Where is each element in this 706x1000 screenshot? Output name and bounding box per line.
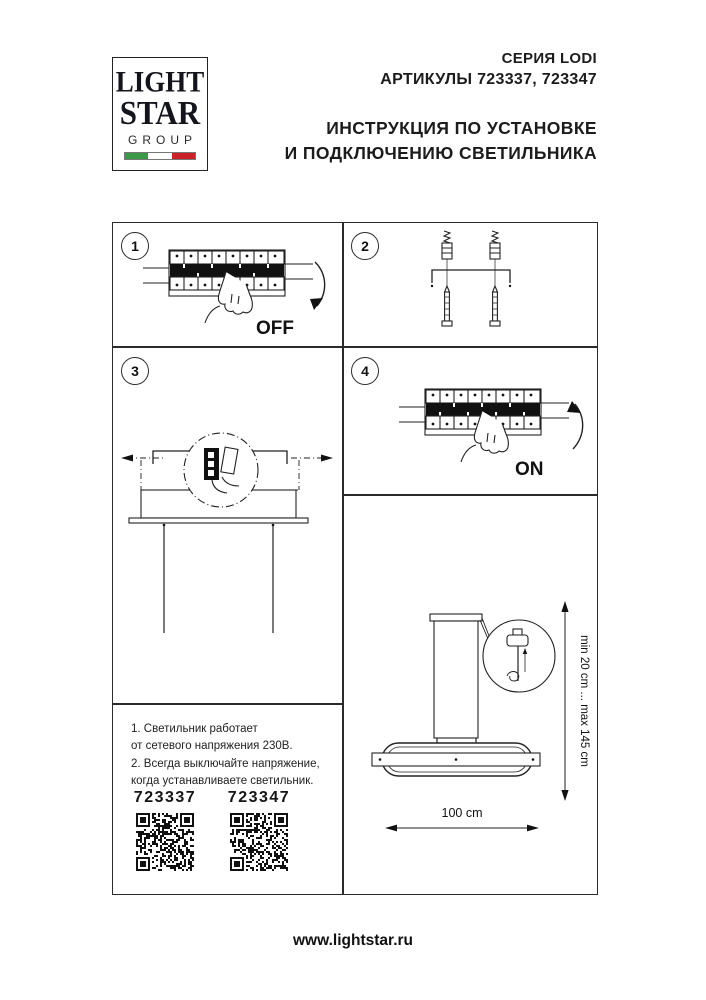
qr-code-723347 [230,813,288,871]
notes-panel [113,705,342,896]
ceiling-canopy-illustration [113,348,342,638]
qr-label-723347: 723347 [227,788,291,806]
width-label: 100 cm [441,805,483,820]
lamp-dimensions-panel [343,496,599,896]
qr-code-723337 [136,813,194,871]
mounting-hardware-illustration [343,223,599,346]
steps-grid [112,222,598,895]
note-line: 2. Всегда выключайте напряжение, [131,757,320,770]
series-title: СЕРИЯ LODI [501,50,597,67]
circuit-breaker-off-illustration [139,235,339,343]
circuit-breaker-on-illustration [395,374,595,486]
screw-icon [442,286,452,326]
step-3-panel [113,348,342,703]
flag-green [125,153,148,159]
qr-label-723337: 723337 [133,788,197,806]
note-line: когда устанавливаете светильник. [131,775,314,787]
wall-anchor-icon [490,231,500,259]
step-2-number-badge: 2 [351,232,379,260]
wall-anchor-icon [442,231,452,259]
step-3-number-badge: 3 [121,357,149,385]
step-4-panel [343,348,599,494]
step-1-panel [113,223,342,346]
off-label: OFF [256,318,294,339]
instruction-title [177,116,597,166]
logo-word-group: GROUP [127,132,197,147]
instruction-title-line1: ИНСТРУКЦИЯ ПО УСТАНОВКЕ [326,118,597,138]
header-text-block [177,50,597,166]
instruction-title-line2: И ПОДКЛЮЧЕНИЮ СВЕТИЛЬНИКА [284,143,597,163]
height-range-label: min 20 cm ... max 145 cm [578,634,590,767]
safety-notes [131,721,320,791]
step-1-number-badge: 1 [121,232,149,260]
step-4-number-badge: 4 [351,357,379,385]
on-label: ON [515,458,544,480]
pendant-lamp-dimension-drawing [343,496,599,896]
step-2-panel [343,223,599,346]
screw-icon [490,286,500,326]
flag-white [148,153,171,159]
note-line: от сетевого напряжения 230В. [131,740,293,752]
note-line: 1. Светильник работает [131,722,258,735]
logo-word-star: STAR [119,93,201,131]
logo-word-light: LIGHT [115,65,205,98]
website-url: www.lightstar.ru [293,932,413,949]
article-numbers: АРТИКУЛЫ 723337, 723347 [380,71,597,88]
